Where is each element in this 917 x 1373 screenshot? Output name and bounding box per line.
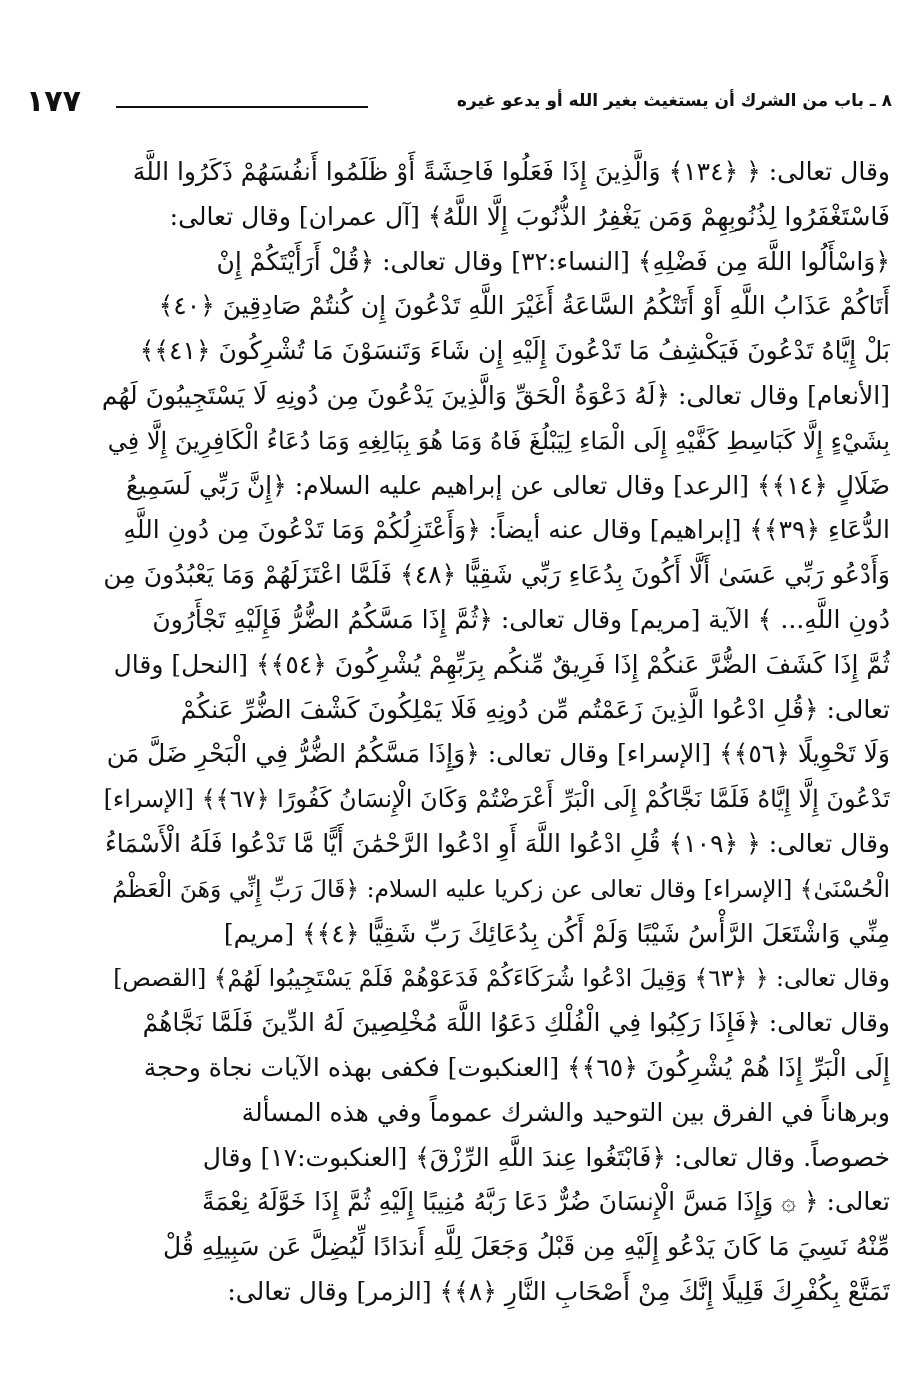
body-text bbox=[102, 150, 890, 1310]
text-line: ضَلَالٍ ﴿١٤﴾﴾ [الرعد] وقال تعالى عن إبراهيم عليه السلام: ﴿إِنَّ رَبِّي لَسَمِيعُ bbox=[125, 470, 890, 500]
text-line: مِّنْهُ نَسِيَ مَا كَانَ يَدْعُو إِلَيْهِ مِن قَبْلُ وَجَعَلَ لِلَّهِ أَندَادًا لِّيُضِلَّ عَن سَبِيلِهِ قُلْ bbox=[162, 1232, 890, 1262]
text-line: تعالى: ﴿قُلِ ادْعُوا الَّذِينَ زَعَمْتُم مِّن دُونِهِ فَلَا يَمْلِكُونَ كَشْفَ الضُّرِّ عَنكُمْ bbox=[180, 694, 890, 724]
text-line: أَتَاكُمْ عَذَابُ اللَّهِ أَوْ أَتَتْكُمُ السَّاعَةُ أَغَيْرَ اللَّهِ تَدْعُونَ إِن كُنتُمْ صَادِقِينَ ﴿٤٠﴾ bbox=[158, 291, 890, 321]
text-line: وقال تعالى: ﴿ ﴿١٠٩﴾ قُلِ ادْعُوا اللَّهَ أَوِ ادْعُوا الرَّحْمَٰنَ أَيًّا مَّا تَدْعُوا فَلَهُ الْأَسْمَاءُ bbox=[105, 828, 890, 858]
text-line: الدُّعَاءِ ﴿٣٩﴾﴾ [إبراهيم] وقال عنه أيضاً: ﴿وَأَعْتَزِلُكُمْ وَمَا تَدْعُونَ مِن دُونِ اللَّهِ bbox=[123, 515, 890, 545]
text-line: مِنِّي وَاشْتَعَلَ الرَّأْسُ شَيْبًا وَلَمْ أَكُن بِدُعَائِكَ رَبِّ شَقِيًّا ﴿٤﴾﴾ [مريم] bbox=[223, 918, 890, 948]
text-line: وقال تعالى: ﴿فَإِذَا رَكِبُوا فِي الْفُلْكِ دَعَوُا اللَّهَ مُخْلِصِينَ لَهُ الدِّينَ فَلَمَّا نَجَّاهُمْ bbox=[142, 1008, 890, 1038]
text-line: ﴿وَاسْأَلُوا اللَّهَ مِن فَضْلِهِ﴾ [النساء:٣٢] وقال تعالى: ﴿قُلْ أَرَأَيْتَكُمْ إِنْ bbox=[216, 246, 890, 276]
chapter-title: ٨ ـ باب من الشرك أن يستغيث بغير الله أو يدعو غيره bbox=[456, 91, 892, 111]
text-line: وَلَا تَحْوِيلًا ﴿٥٦﴾﴾ [الإسراء] وقال تعالى: ﴿وَإِذَا مَسَّكُمُ الضُّرُّ فِي الْبَحْرِ ضَلَّ مَن bbox=[106, 739, 890, 769]
text-line: خصوصاً. وقال تعالى: ﴿فَابْتَغُوا عِندَ اللَّهِ الرِّزْقَ﴾ [العنكبوت:١٧] وقال bbox=[202, 1142, 890, 1172]
text-line: وقال تعالى: ﴿ ﴿٦٣﴾ وَقِيلَ ادْعُوا شُرَكَاءَكُمْ فَدَعَوْهُمْ فَلَمْ يَسْتَجِيبُوا لَهُمْ﴾ [القصص] bbox=[113, 964, 890, 993]
page-number: ١٧٧ bbox=[26, 84, 81, 119]
text-line: وَأَدْعُو رَبِّي عَسَىٰ أَلَّا أَكُونَ بِدُعَاءِ رَبِّي شَقِيًّا ﴿٤٨﴾ فَلَمَّا اعْتَزَلَهُمْ وَمَا يَعْبُدُونَ مِن bbox=[103, 560, 890, 590]
text-line: فَاسْتَغْفَرُوا لِذُنُوبِهِمْ وَمَن يَغْفِرُ الذُّنُوبَ إِلَّا اللَّهُ﴾ [آل عمران] وقال تعالى: bbox=[169, 201, 890, 231]
body-paragraph bbox=[102, 150, 890, 1310]
text-line: إِلَى الْبَرِّ إِذَا هُمْ يُشْرِكُونَ ﴿٦٥﴾﴾ [العنكبوت] فكفى بهذه الآيات نجاة وحجة bbox=[143, 1052, 890, 1082]
text-line: وقال تعالى: ﴿ ﴿١٣٤﴾ وَالَّذِينَ إِذَا فَعَلُوا فَاحِشَةً أَوْ ظَلَمُوا أَنفُسَهُمْ ذَكَرُوا اللَّهَ bbox=[132, 157, 890, 186]
text-line: وبرهاناً في الفرق بين التوحيد والشرك عموماً وفي هذه المسألة bbox=[241, 1097, 890, 1127]
text-line: الْحُسْنَىٰ﴾ [الإسراء] وقال تعالى عن زكريا عليه السلام: ﴿قَالَ رَبِّ إِنِّي وَهَنَ الْعَظْمُ bbox=[112, 874, 890, 903]
text-line: ثُمَّ إِذَا كَشَفَ الضُّرَّ عَنكُمْ إِذَا فَرِيقٌ مِّنكُم بِرَبِّهِمْ يُشْرِكُونَ ﴿٥٤﴾﴾ [النحل] وقال bbox=[113, 649, 890, 679]
text-line: [الأنعام] وقال تعالى: ﴿لَهُ دَعْوَةُ الْحَقِّ وَالَّذِينَ يَدْعُونَ مِن دُونِهِ لَا يَسْتَجِيبُونَ لَهُم bbox=[102, 380, 890, 410]
page-header bbox=[26, 84, 892, 124]
text-line: تَدْعُونَ إِلَّا إِيَّاهُ فَلَمَّا نَجَّاكُمْ إِلَى الْبَرِّ أَعْرَضْتُمْ وَكَانَ الْإِنسَانُ كَفُورًا ﴿٦٧﴾﴾ [الإسراء] bbox=[103, 785, 890, 814]
header-rule bbox=[116, 106, 368, 108]
text-line: تَمَتَّعْ بِكُفْرِكَ قَلِيلًا إِنَّكَ مِنْ أَصْحَابِ النَّارِ ﴿٨﴾﴾ [الزمر] وقال تعالى: bbox=[227, 1276, 890, 1306]
text-line: بِشَيْءٍ إِلَّا كَبَاسِطِ كَفَّيْهِ إِلَى الْمَاءِ لِيَبْلُغَ فَاهُ وَمَا هُوَ بِبَالِغِهِ وَمَا دُعَاءُ الْكَافِرِينَ إِلَّا فِي bbox=[107, 426, 890, 455]
text-line: دُونِ اللَّهِ... ﴾ الآية [مريم] وقال تعالى: ﴿ثُمَّ إِذَا مَسَّكُمُ الضُّرُّ فَإِلَيْهِ تَجْأَرُونَ bbox=[152, 604, 890, 634]
text-line: تعالى: ﴿ ۞ وَإِذَا مَسَّ الْإِنسَانَ ضُرٌّ دَعَا رَبَّهُ مُنِيبًا إِلَيْهِ ثُمَّ إِذَا خَوَّلَهُ نِعْمَةً bbox=[201, 1187, 890, 1217]
text-line: بَلْ إِيَّاهُ تَدْعُونَ فَيَكْشِفُ مَا تَدْعُونَ إِلَيْهِ إِن شَاءَ وَتَنسَوْنَ مَا تُشْرِكُونَ ﴿٤١﴾﴾ bbox=[139, 336, 890, 366]
